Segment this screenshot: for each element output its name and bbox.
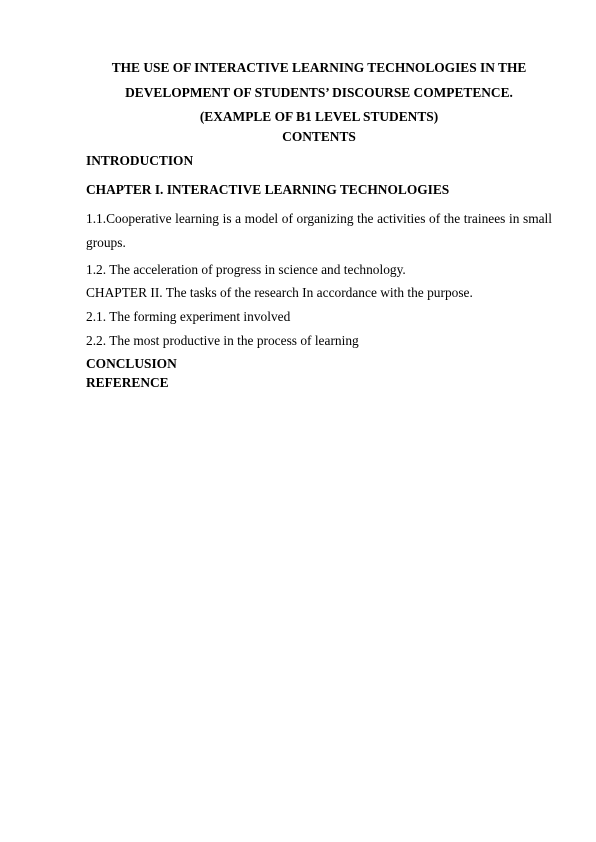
title-line-2: DEVELOPMENT OF STUDENTS’ DISCOURSE COMPETENCE. [125, 84, 513, 100]
toc-chapter-1: CHAPTER I. INTERACTIVE LEARNING TECHNOLOGIES [86, 182, 450, 197]
toc-introduction: INTRODUCTION [86, 153, 194, 168]
title-line-1: THE USE OF INTERACTIVE LEARNING TECHNOLOGIES IN THE [111, 60, 527, 75]
toc-item-1-2: 1.2. The acceleration of progress in science and technology. [86, 262, 406, 277]
contents-heading: CONTENTS [282, 129, 356, 144]
title-line-3: (EXAMPLE OF B1 LEVEL STUDENTS) [199, 109, 439, 124]
toc-reference: REFERENCE [86, 375, 169, 390]
toc-item-1-1: 1.1.Cooperative learning is a model of organizing the activities of the trainees in small groups. [86, 211, 552, 250]
document-title [86, 56, 552, 130]
toc-chapter-2: CHAPTER II. The tasks of the research In accordance with the purpose. [86, 285, 473, 300]
toc-conclusion: CONCLUSION [86, 356, 177, 371]
toc-item-2-1: 2.1. The forming experiment involved [86, 309, 291, 324]
toc-item-2-2: 2.2. The most productive in the process of learning [86, 333, 359, 348]
